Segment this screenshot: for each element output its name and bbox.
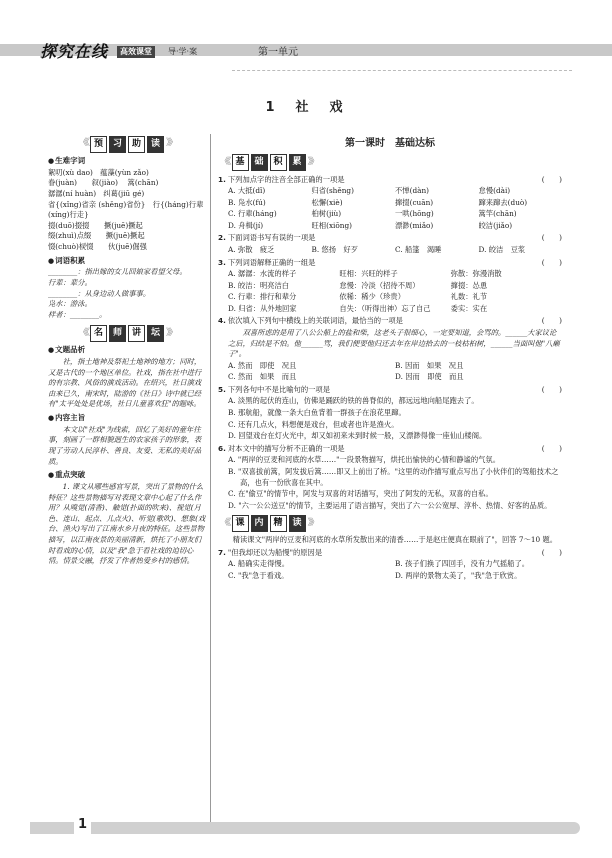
banner-char: 助 xyxy=(128,136,145,153)
section-heading: ●词语积累 xyxy=(48,255,86,265)
q2-options[interactable]: A. 弥散 疲乏 B. 悠扬 好歹 C. 船篷 渴睡 D. 皎洁 豆浆 xyxy=(228,244,526,254)
answer-paren[interactable]: ( ) xyxy=(541,384,562,394)
bullet-icon: ● xyxy=(48,414,55,423)
bullet-icon: ● xyxy=(48,256,55,265)
banner-char: 读 xyxy=(147,136,164,153)
section-heading: ●生难字词 xyxy=(48,156,86,165)
vocab-line: ________：指出嫁的女儿回娘家看望父母。 xyxy=(48,267,187,277)
word-line: 掇(duō)掇掇 撅(juē)撅起 xyxy=(48,220,143,230)
q3-option-c[interactable]: C. 行辈：排行和辈分 依稀：稀少（珍贵） 礼数：礼节 xyxy=(228,292,488,302)
brand-tagline: 导·学·案 xyxy=(168,47,198,56)
q3-option-a[interactable]: A. 潺潺：水流的样子 旺相：兴旺的样子 弥散：弥漫消散 xyxy=(228,269,502,279)
page-header xyxy=(0,0,612,80)
banner-char: 习 xyxy=(109,136,126,153)
banner-char: 坛 xyxy=(147,325,164,342)
q1-option-a[interactable]: A. 大抵(dǐ) 归省(shěng) 不惮(dàn) 怠慢(dài) xyxy=(228,186,511,196)
key-points-text: 1. 课文从哪些感官写景，突出了景物的什么特征？这些景物描写对表现文章中心起了什么作用？从嗅觉(清香)、触觉(扑面的吹来)、视觉(月色、连山、起点、儿点火)、听觉(歌吹)、想象(戏台、渔火)写出了江南水乡月夜的特征。这些景物描写，以江南夜景的美丽清新，烘托了小朋友们时看戏的心情，以及"我"急于看社戏的迫切心情。情景交融，抒发了作者热爱乡村的感情。 xyxy=(48,482,206,566)
unit-label: 第一单元 xyxy=(258,47,298,58)
banner-char: 师 xyxy=(109,325,126,342)
answer-paren[interactable]: ( ) xyxy=(541,316,562,326)
banner-char: 累 xyxy=(289,154,306,171)
column-divider xyxy=(210,134,211,834)
q6-option-d[interactable]: D. "六一公公送豆"的情节，主要运用了语言描写，突出了六一公公宽厚、淳朴、热情、好客的品质。 xyxy=(228,500,552,510)
q4-options-cd[interactable]: C. 然而 如果 而且 D. 因而 即使 而且 xyxy=(228,372,464,382)
answer-paren[interactable]: ( ) xyxy=(541,174,562,184)
page-number: 1 xyxy=(74,816,91,835)
word-line: 眷(juàn) 叙(jiào) 篙(chān) xyxy=(48,178,159,188)
question-7: 7. "但我却还以为船慢"的原因是 ( ) xyxy=(218,547,562,557)
q1-option-c[interactable]: C. 行辈(háng) 桕树(jiù) 一哄(hōng) 篙竿(chān) xyxy=(228,209,517,219)
header-divider xyxy=(232,70,572,71)
left-column xyxy=(48,134,206,567)
banner-char: 内 xyxy=(251,515,268,532)
teacher-banner xyxy=(48,325,206,341)
bullet-icon: ● xyxy=(48,346,55,355)
chevron-right-icon: 》》 xyxy=(166,138,176,149)
chevron-right-icon: 》》 xyxy=(307,517,318,528)
vocab-line: 行辈：辈分。 xyxy=(48,277,92,287)
footer-bar xyxy=(30,822,580,834)
answer-paren[interactable]: ( ) xyxy=(541,257,562,267)
q4-passage: 双喜所虑的是用了八公公船上的盐和柴，这老头子很细心，一定要知道，会骂的。______大家议论之后，归结是不怕。他______骂，我们便要他归还去年在岸边拾去的一枝枯桕树，______当面叫他"八癞子"。 xyxy=(228,328,560,359)
word-line: 省{(xǐng)省亲 (shěng)省份} 行{(háng)行辈 (xíng)行走} xyxy=(48,199,206,220)
q1-option-b[interactable]: B. 凫水(fú) 松懈(xiè) 撺掇(cuān) 蹿来蹿去(duò) xyxy=(228,197,528,207)
banner-char: 名 xyxy=(90,325,107,342)
question-1: 1. 下列加点字的注音全部正确的一项是 ( ) xyxy=(218,174,562,184)
title-analysis-text: 社，指土地神及祭祀土地神的地方；同时，又是古代的一个地区单位。社戏，指在社中进行的有宗教、风俗的演戏活动。在绍兴，社日演戏由来已久，南宋时，陆游的《社日》诗中就已经有"太平处处是优场，社日儿童喜欢狂"的题咏。 xyxy=(48,357,202,409)
bullet-icon: ● xyxy=(48,157,55,165)
bullet-icon: ● xyxy=(48,471,55,480)
main-idea-text: 本文以"社戏"为线索，回忆了美好的童年往事，刻画了一群相貌迥生的农家孩子的形象，表现了劳动人民淳朴、善良、友爱、无私的美好品质。 xyxy=(48,424,202,466)
q1-option-d[interactable]: D. 舟楫(jí) 旺相(xiōng) 漂渺(miǎo) 皎洁(jiǎo) xyxy=(228,220,513,230)
question-3: 3. 下列词语解释正确的一组是 ( ) xyxy=(218,257,562,267)
q5-option-b[interactable]: B. 那航船，就像一条大白鱼背着一群孩子在浪花里蹿。 xyxy=(228,408,406,418)
question-6: 6. 对本文中的描写分析不正确的一项是 ( ) xyxy=(218,443,562,453)
banner-char: 预 xyxy=(90,136,107,153)
lesson-title: 1 社 戏 xyxy=(265,100,347,115)
right-column xyxy=(218,134,562,582)
vocab-line: 凫水：游泳。 xyxy=(48,299,92,309)
answer-paren[interactable]: ( ) xyxy=(541,443,562,453)
question-5: 5. 下列各句中不是比喻句的一项是 ( ) xyxy=(218,384,562,394)
question-4: 4. 依次填入下列句中横线上的关联词语，最恰当的一项是 ( ) xyxy=(218,316,562,326)
page-footer xyxy=(0,812,612,840)
banner-char: 础 xyxy=(251,154,268,171)
chevron-left-icon: 《《 xyxy=(220,517,230,528)
banner-char: 精 xyxy=(270,515,287,532)
chevron-right-icon: 》》 xyxy=(166,327,176,338)
question-2: 2. 下面词语书写有误的一项是 ( ) xyxy=(218,233,562,243)
preview-banner xyxy=(48,136,206,152)
brand-badge: 高效课堂 xyxy=(117,46,155,58)
reading-intro: 精读课文"两岸的豆麦和河底的水草所发散出来的清香……于是赵庄便真在眼前了"，回答 7～10 题。 xyxy=(232,535,558,545)
banner-char: 读 xyxy=(289,515,306,532)
chevron-left-icon: 《《 xyxy=(220,156,230,167)
q5-option-a[interactable]: A. 淡黑的起伏的连山，仿佛是踊跃的铁的兽脊似的，都远远地向船尾跑去了。 xyxy=(228,396,479,406)
word-line: 絮叨(xù dao) 蕴藻(yùn zǎo) xyxy=(48,167,149,177)
period-title: 第一课时 基础达标 xyxy=(345,138,435,149)
q5-option-d[interactable]: D. 回望戏台在灯火光中，却又如初来未到时候一般，又漂渺得像一座仙山楼阁。 xyxy=(228,431,487,441)
reading-banner xyxy=(220,515,562,531)
chevron-left-icon: 《《 xyxy=(78,327,88,338)
word-line: 潺潺(ní huàn) 纠葛(jiū gé) xyxy=(48,189,145,199)
chevron-left-icon: 《《 xyxy=(78,138,88,149)
banner-char: 课 xyxy=(232,515,249,532)
q7-options-ab[interactable]: A. 船确实走得慢。 B. 孩子们换了四回手，没有力气摇船了。 xyxy=(228,559,530,569)
chevron-right-icon: 》》 xyxy=(307,156,318,167)
word-line: 惙(chuò)棂惙 伙(juē)倔强 xyxy=(48,241,147,251)
banner-char: 积 xyxy=(270,154,287,171)
q6-option-a[interactable]: A. "两岸的豆麦和河底的水草……"一段景物描写，烘托出愉快的心情和静谧的气氛。 xyxy=(228,455,501,465)
q7-options-cd[interactable]: C. "我"急于看戏。 D. 两岸的景物太美了，"我"急于欣赏。 xyxy=(228,571,522,580)
banner-char: 基 xyxy=(232,154,249,171)
answer-paren[interactable]: ( ) xyxy=(541,233,562,243)
q3-option-d[interactable]: D. 归省：从外地回家 自失：（听得出神）忘了自己 委实：实在 xyxy=(228,303,488,313)
vocab-line: 样者：________。 xyxy=(48,309,107,319)
basic-banner xyxy=(220,155,562,171)
brand-logo: 探究在线 xyxy=(40,42,109,61)
section-heading: ●重点突破 xyxy=(48,470,86,480)
banner-char: 讲 xyxy=(128,325,145,342)
section-heading: ●内容主旨 xyxy=(48,413,86,423)
q6-option-b[interactable]: B. "双喜拔前篙，阿发拔后篙……即又上前出了桥。"这里的动作描写重点写出了小伙伴们的驾船技术之高，也有一份欣喜在其中。 xyxy=(228,466,559,487)
section-heading: ●文题品析 xyxy=(48,345,86,355)
q3-option-b[interactable]: B. 皎洁：明亮洁白 怠慢：冷淡（招待不周） 撺掇：怂恿 xyxy=(228,280,488,290)
vocab-line: ________：从身边动人做事事。 xyxy=(48,288,151,298)
word-line: 缀(zhuì)点缀 撅(juē)撅起 xyxy=(48,231,145,241)
answer-paren[interactable]: ( ) xyxy=(541,547,562,557)
q6-option-c[interactable]: C. 在"偷豆"的情节中，阿发与双喜的对话描写，突出了阿发的无私，双喜的自私。 xyxy=(228,489,493,499)
q5-option-c[interactable]: C. 还有几点火，料想便是戏台，但或者也许是渔火。 xyxy=(228,419,399,429)
q4-options-ab[interactable]: A. 然而 即使 况且 B. 因而 如果 况且 xyxy=(228,360,464,370)
